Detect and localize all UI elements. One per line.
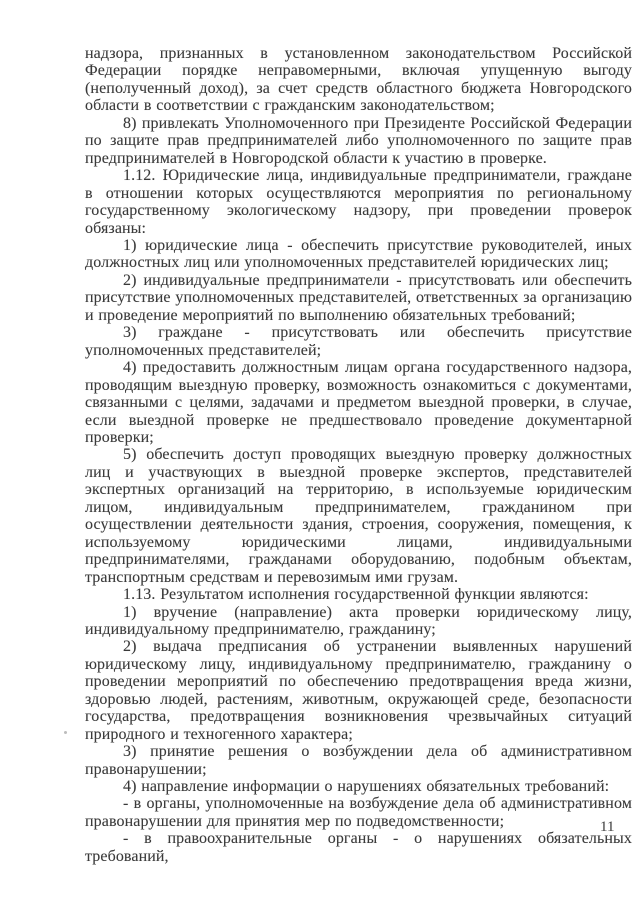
paragraph: 1.13. Результатом исполнения государственной функции являются: [123,586,589,604]
paragraph: 2) индивидуальные предприниматели - присутствовать или обеспечить присутствие уполномоченных представителей, ответственных за организацию и проведение мероприятий по выполнению обязательных требований; [85,271,632,324]
scan-speck-artifact [64,731,67,734]
paragraph: 8) привлекать Уполномоченного при Президенте Российской Федерации по защите прав предпринимателей либо уполномоченного по защите прав предпринимателей в Новгородской области к участию в проверке. [85,114,632,167]
paragraph: 4) направление информации о нарушениях обязательных требований: [123,778,610,796]
paragraph: 1) юридические лица - обеспечить присутствие руководителей, иных должностных лиц или уполномоченных представителей юридических лиц; [85,236,632,272]
paragraph: 2) выдача предписания об устранении выявленных нарушений юридическому лицу, индивидуальному предпринимателю, гражданину о проведении мероприятий по обеспечению предотвращения вреда жизни, здоровью людей, растениям, животным, окружающей среде, безопасности государства, предотвращения возникновения чрезвычайных ситуаций природного и техногенного характера; [85,638,632,743]
page-number: 11 [600,819,615,835]
paragraph: 1.12. Юридические лица, индивидуальные предприниматели, граждане в отношении которых осуществляются мероприятия по региональному государственному экологическому надзору, при проведении проверок обязаны: [85,167,632,237]
paragraph: 1) вручение (направление) акта проверки юридическому лицу, индивидуальному предпринимателю, гражданину; [85,603,632,638]
paragraph: - в правоохранительные органы - о нарушениях обязательных требований, [85,830,632,865]
paragraph: 4) предоставить должностным лицам органа государственного надзора, проводящим выездную проверку, возможность ознакомиться с документами, связанными с целями, задачами и предметом выездной проверки, в случае, если выездной проверке не предшествовало проведение документарной проверки; [85,359,632,446]
paragraph: - в органы, уполномоченные на возбуждение дела об административном правонарушении для принятия мер по подведомственности; [85,795,632,830]
paragraph: 5) обеспечить доступ проводящих выездную проверку должностных лиц и участвующих в выездной проверке экспертов, представителей экспертных организаций на территорию, в используемые юридическим лицом, индивидуальным предпринимателем, гражданином при осуществлении деятельности здания, строения, сооружения, помещения, к используемому юридическими лицами, индивидуальными предпринимателями, гражданами оборудованию, подобным объектам, транспортным средствам и перевозимым ими грузам. [85,446,632,586]
document-body [85,45,632,865]
paragraph: надзора, признанных в установленном законодательством Российской Федерации порядке неправомерными, включая упущенную выгоду (неполученный доход), за счет средств областного бюджета Новгородского области в соответствии с гражданским законодательством; [85,45,632,115]
paragraph: 3) граждане - присутствовать или обеспечить присутствие уполномоченных представителей; [85,324,632,359]
paragraph: 3) принятие решения о возбуждении дела об административном правонарушении; [85,743,632,778]
